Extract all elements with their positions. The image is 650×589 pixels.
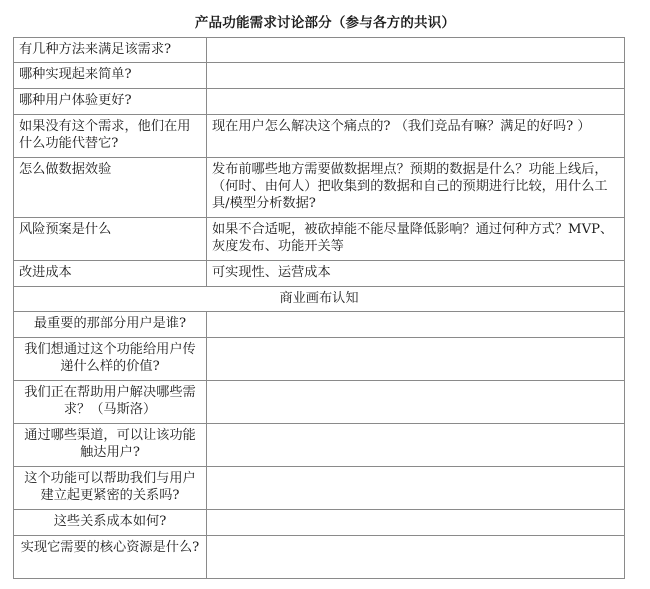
answer-cell — [207, 38, 625, 63]
question-cell: 我们想通过这个功能给用户传递什么样的价值? — [14, 338, 207, 381]
question-cell: 通过哪些渠道，可以让该功能触达用户? — [14, 424, 207, 467]
table-row — [14, 338, 625, 381]
table-row — [14, 536, 625, 579]
question-cell: 我们正在帮助用户解决哪些需求？（马斯洛） — [14, 381, 207, 424]
section-row — [14, 287, 625, 312]
table-row — [14, 261, 625, 287]
answer-cell — [207, 424, 625, 467]
question-cell: 这些关系成本如何? — [14, 510, 207, 536]
table-row — [14, 218, 625, 261]
table-row — [14, 115, 625, 158]
answer-cell: 发布前哪些地方需要做数据埋点？预期的数据是什么？功能上线后，（何时、由何人）把收集到的数据和自己的预期进行比较，用什么工具/模型分析数据? — [207, 158, 625, 218]
table-row — [14, 38, 625, 63]
answer-cell — [207, 467, 625, 510]
question-cell: 这个功能可以帮助我们与用户建立起更紧密的关系吗? — [14, 467, 207, 510]
requirements-table — [13, 37, 625, 579]
table-row — [14, 467, 625, 510]
answer-cell — [207, 63, 625, 89]
answer-cell — [207, 312, 625, 338]
table-row — [14, 63, 625, 89]
table-row — [14, 89, 625, 115]
question-cell: 如果没有这个需求，他们在用什么功能代替它? — [14, 115, 207, 158]
question-cell: 哪种实现起来简单? — [14, 63, 207, 89]
document-title: 产品功能需求讨论部分（参与各方的共识） — [194, 15, 456, 31]
question-cell: 最重要的那部分用户是谁? — [14, 312, 207, 338]
section-title: 商业画布认知 — [14, 287, 625, 312]
answer-cell: 如果不合适呢，被砍掉能不能尽量降低影响？通过何种方式？MVP、灰度发布、功能开关等 — [207, 218, 625, 261]
question-cell: 风险预案是什么 — [14, 218, 207, 261]
question-cell: 实现它需要的核心资源是什么? — [14, 536, 207, 579]
answer-cell — [207, 536, 625, 579]
table-row — [14, 312, 625, 338]
answer-cell: 可实现性、运营成本 — [207, 261, 625, 287]
question-cell: 哪种用户体验更好? — [14, 89, 207, 115]
answer-cell — [207, 381, 625, 424]
question-cell: 改进成本 — [14, 261, 207, 287]
answer-cell — [207, 338, 625, 381]
question-cell: 有几种方法来满足该需求? — [14, 38, 207, 63]
question-cell: 怎么做数据效验 — [14, 158, 207, 218]
table-row — [14, 510, 625, 536]
answer-cell — [207, 89, 625, 115]
answer-cell: 现在用户怎么解决这个痛点的? （我们竞品有嘛？满足的好吗? ） — [207, 115, 625, 158]
table-row — [14, 424, 625, 467]
table-row — [14, 381, 625, 424]
answer-cell — [207, 510, 625, 536]
table-row — [14, 158, 625, 218]
